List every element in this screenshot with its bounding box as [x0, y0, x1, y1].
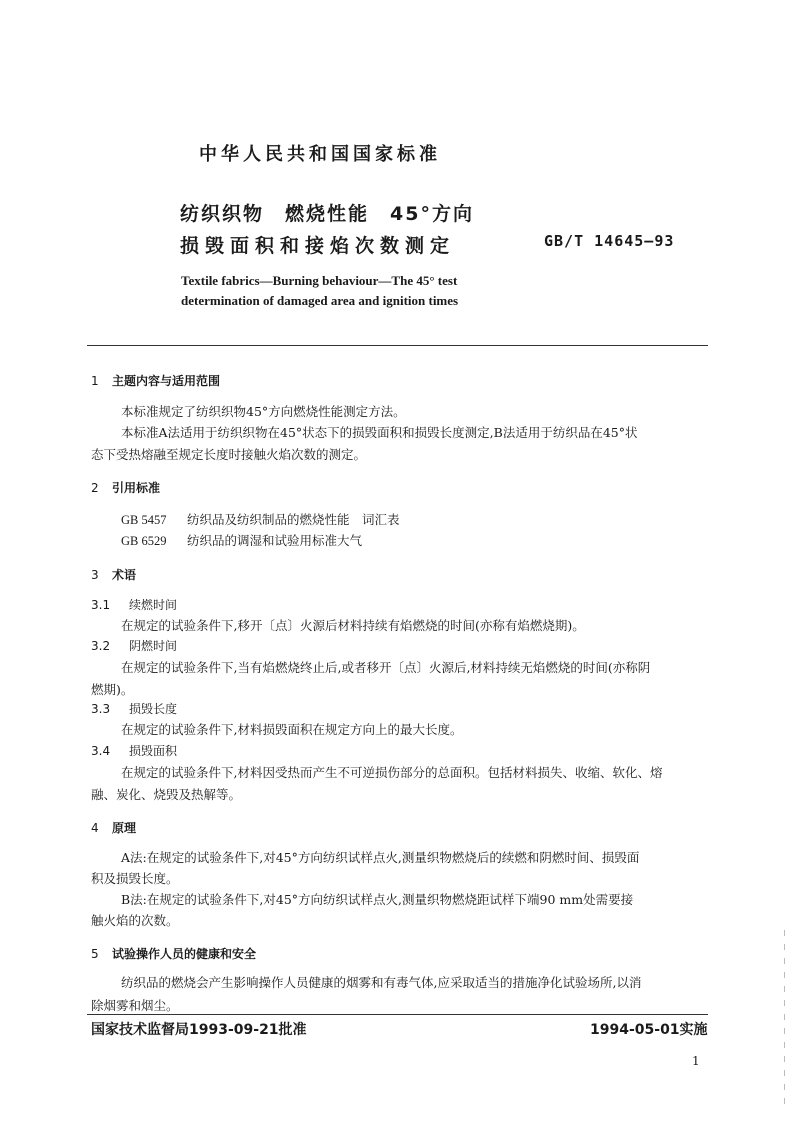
section-2-heading — [91, 479, 160, 496]
section-number: 4 — [91, 821, 99, 835]
effective-date: 1994-05-01实施 — [590, 1022, 708, 1038]
term-number: 3.1 — [91, 598, 111, 612]
approval-date: 国家技术监督局1993-09-21批准 — [91, 1022, 307, 1038]
footer-divider — [87, 1014, 708, 1015]
header-divider — [87, 345, 708, 346]
term-number: 3.4 — [91, 744, 111, 758]
reference-code: GB 5457 — [121, 513, 167, 527]
section-number: 2 — [91, 481, 99, 495]
term-name: 损毁面积 — [129, 744, 178, 758]
method-a-line2: 积及损毁长度。 — [91, 871, 179, 886]
section-1-heading — [91, 372, 220, 389]
section-title: 术语 — [112, 568, 137, 582]
section-5-line2: 除烟雾和烟尘。 — [91, 998, 179, 1013]
term-3-2-definition-line2: 燃期)。 — [91, 682, 134, 697]
term-3-3-definition: 在规定的试验条件下,材料损毁面积在规定方向上的最大长度。 — [121, 722, 463, 737]
term-3-1-definition: 在规定的试验条件下,移开〔点〕火源后材料持续有焰燃烧的时间(亦称有焰燃烧期)。 — [121, 618, 585, 633]
section-4-heading — [91, 819, 136, 836]
term-3-4-heading — [91, 742, 177, 759]
document-title-line2: 损毁面积和接焰次数测定 — [180, 235, 456, 257]
section-number: 1 — [91, 374, 99, 388]
reference-item — [121, 531, 362, 549]
section-title: 引用标准 — [112, 481, 161, 495]
page-number: 1 — [692, 1054, 700, 1068]
section-title: 原理 — [112, 821, 137, 835]
section-1-paragraph-2-line1: 本标准A法适用于纺织织物在45°状态下的损毁面积和损毁长度测定,B法适用于纺织品在45°状 — [121, 425, 638, 440]
reference-title: 纺织品的调湿和试验用标准大气 — [187, 533, 363, 548]
reference-item — [121, 510, 400, 528]
term-number: 3.2 — [91, 639, 111, 653]
section-1-paragraph-1: 本标准规定了纺织织物45°方向燃烧性能测定方法。 — [121, 404, 406, 419]
term-name: 阴燃时间 — [129, 639, 178, 653]
english-title-line2: determination of damaged area and ignition times — [181, 293, 459, 308]
scan-artifact — [784, 930, 785, 1110]
method-b-line1: B法:在规定的试验条件下,对45°方向纺织试样点火,测量织物燃烧距试样下端90 mm处需要接 — [121, 892, 634, 907]
reference-title: 纺织品及纺织制品的燃烧性能 词汇表 — [187, 512, 400, 527]
method-b-line2: 触火焰的次数。 — [91, 913, 179, 928]
section-3-heading — [91, 566, 136, 583]
national-standard-heading: 中华人民共和国国家标准 — [199, 144, 441, 165]
section-1-paragraph-2-line2: 态下受热熔融至规定长度时接触火焰次数的测定。 — [91, 447, 367, 462]
section-5-heading — [91, 945, 256, 962]
term-3-1-heading — [91, 596, 177, 613]
section-number: 3 — [91, 568, 99, 582]
term-3-2-heading — [91, 637, 177, 654]
term-number: 3.3 — [91, 702, 111, 716]
section-5-line1: 纺织品的燃烧会产生影响操作人员健康的烟雾和有毒气体,应采取适当的措施净化试验场所,以消 — [121, 975, 642, 990]
english-title-line1: Textile fabrics—Burning behaviour—The 45° test — [181, 273, 458, 288]
document-title-line1: 纺织织物 燃烧性能 45°方向 — [180, 203, 474, 225]
section-title: 试验操作人员的健康和安全 — [112, 947, 257, 961]
term-name: 续燃时间 — [129, 598, 178, 612]
term-3-2-definition-line1: 在规定的试验条件下,当有焰燃烧终止后,或者移开〔点〕火源后,材料持续无焰燃烧的时间(亦称阴 — [121, 660, 651, 675]
term-3-3-heading — [91, 700, 177, 717]
term-name: 损毁长度 — [129, 702, 178, 716]
section-number: 5 — [91, 947, 99, 961]
section-title: 主题内容与适用范围 — [112, 374, 221, 388]
reference-code: GB 6529 — [121, 534, 167, 548]
term-3-4-definition-line2: 融、炭化、烧毁及热解等。 — [91, 787, 242, 802]
method-a-line1: A法:在规定的试验条件下,对45°方向纺织试样点火,测量织物燃烧后的续燃和阴燃时间、损毁面 — [121, 850, 640, 865]
term-3-4-definition-line1: 在规定的试验条件下,材料因受热而产生不可逆损伤部分的总面积。包括材料损失、收缩、软化、熔 — [121, 765, 663, 780]
standard-code: GB/T 14645—93 — [544, 232, 675, 250]
